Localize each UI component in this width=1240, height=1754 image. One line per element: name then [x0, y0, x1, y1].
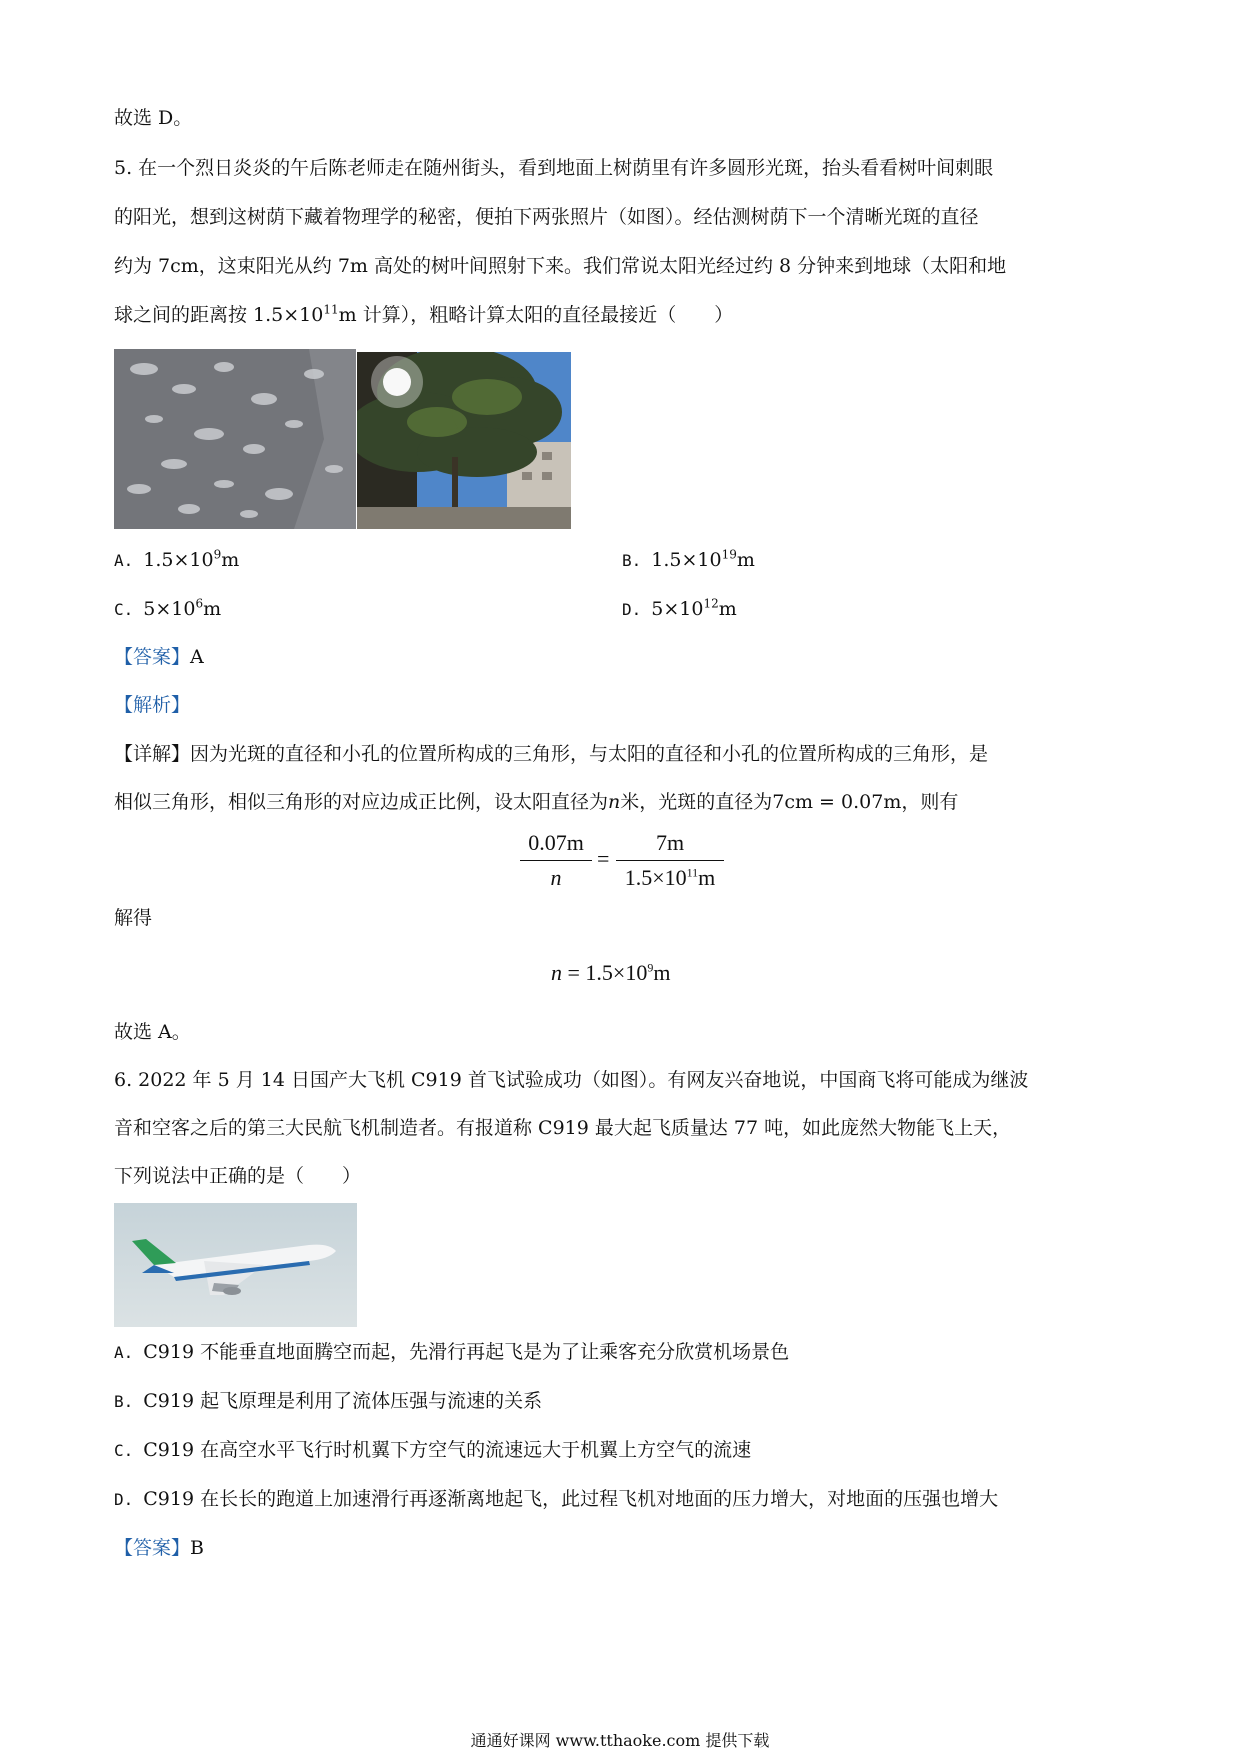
- q6-stem-line-1: 6. 2022 年 5 月 14 日国产大飞机 C919 首飞试验成功（如图）。有网友兴奋地说，中国商飞将可能成为继波: [114, 1069, 1029, 1091]
- q5-stem-line-3: 约为 7cm，这束阳光从约 7m 高处的树叶间照射下来。我们常说太阳光经过约 8 分钟来到地球（太阳和地: [114, 255, 1007, 277]
- tree-shadow-photo: [114, 349, 356, 529]
- q5-option-a: A. $1.5\times 10^9m$: [114, 547, 240, 571]
- q5-option-b: B. $1.5\times 10^{19}m$: [622, 547, 755, 571]
- q5-stem-line-1: 5. 在一个烈日炎炎的午后陈老师走在随州街头，看到地面上树荫里有许多圆形光斑，抬头看看树叶间刺眼: [114, 157, 994, 179]
- q6-stem-line-3: 下列说法中正确的是（ ）: [114, 1165, 362, 1187]
- previous-conclusion: 故选 D。: [114, 107, 193, 129]
- page-footer: 通通好课网 www.tthaoke.com 提供下载: [470, 1731, 770, 1750]
- q6-option-c: C. C919 在高空水平飞行时机翼下方空气的流速远大于机翼上方空气的流速: [114, 1439, 752, 1461]
- q6-option-b: B. C919 起飞原理是利用了流体压强与流速的关系: [114, 1390, 543, 1412]
- q5-stem-line-2: 的阳光，想到这树荫下藏着物理学的秘密，便拍下两张照片（如图）。经估测树荫下一个清晰光斑的直径: [114, 206, 979, 228]
- q5-analysis-heading: 【解析】: [114, 694, 191, 716]
- q5-detail-line-2: 相似三角形，相似三角形的对应边成正比例，设太阳直径为n米，光斑的直径为7cm = 0.07m，则有: [114, 791, 959, 813]
- q5-stem-line-4: 球之间的距离按 $1.5\times 10^{11}m$ 计算），粗略计算太阳的直径最接近（ ）: [114, 302, 734, 326]
- q6-option-d: D. C919 在长长的跑道上加速滑行再逐渐离地起飞，此过程飞机对地面的压力增大，对地面的压强也增大: [114, 1488, 999, 1510]
- fraction-left: 0.07m n: [520, 828, 592, 893]
- c919-airplane-photo: [114, 1203, 357, 1327]
- solve-label: 解得: [114, 907, 153, 929]
- q6-option-a: A. C919 不能垂直地面腾空而起，先滑行再起飞是为了让乘客充分欣赏机场景色: [114, 1341, 790, 1363]
- q5-option-d: D. $5\times 10^{12}m$: [622, 596, 737, 620]
- tree-sunlight-photo: [357, 352, 571, 529]
- q5-answer: 【答案】A: [114, 646, 204, 668]
- equals-sign: =: [597, 846, 610, 871]
- q6-stem-line-2: 音和空客之后的第三大民航飞机制造者。有报道称 C919 最大起飞质量达 77 吨，如此庞然大物能飞上天，: [114, 1117, 1012, 1139]
- q5-conclusion: 故选 A。: [114, 1021, 191, 1043]
- q5-option-c: C. $5\times 10^6m$: [114, 596, 222, 620]
- fraction-right: 7m $1.5\times 10^{11}m$: [616, 828, 724, 893]
- q6-answer: 【答案】B: [114, 1537, 204, 1559]
- q5-detail-line-1: 【详解】因为光斑的直径和小孔的位置所构成的三角形，与太阳的直径和小孔的位置所构成的三角形，是: [114, 743, 989, 765]
- result-equation: $n = 1.5\times 10^9m$: [551, 960, 671, 985]
